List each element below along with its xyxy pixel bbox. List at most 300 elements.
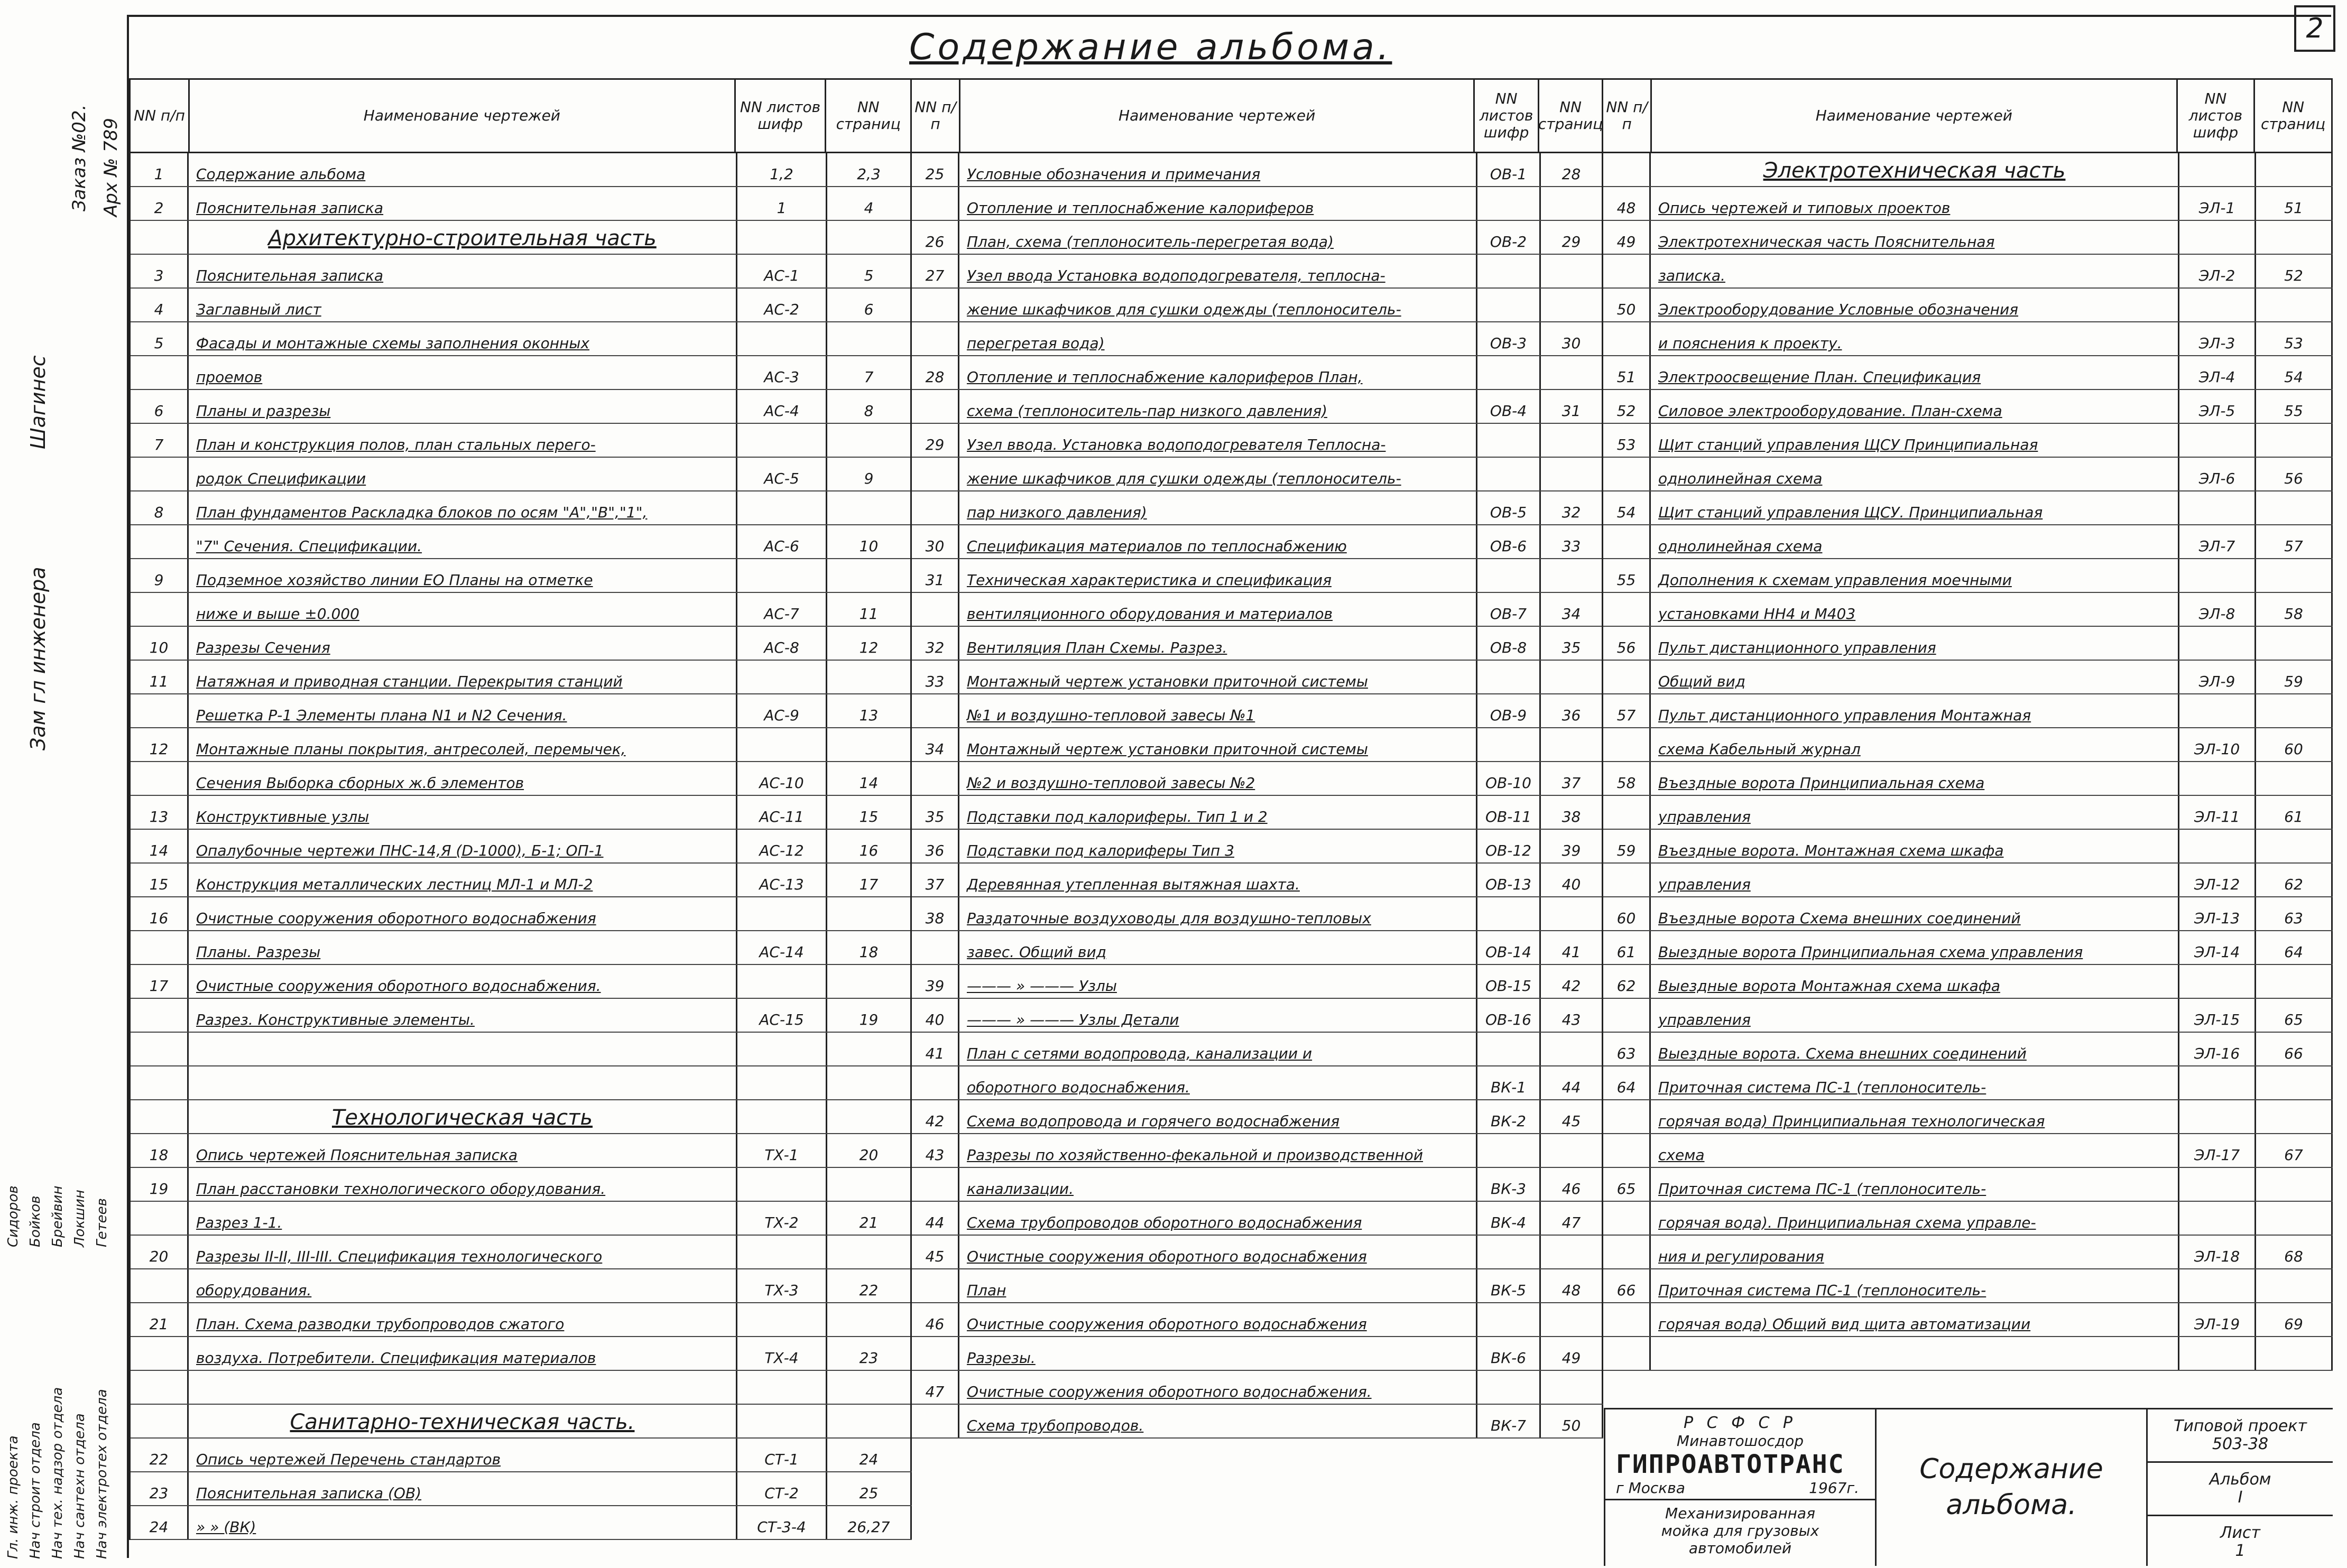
row-sheet <box>737 728 827 761</box>
stamp-role: Гл. инж. проекта <box>5 1435 21 1559</box>
row-sheet: 1 <box>737 187 827 220</box>
row-page <box>827 221 912 254</box>
row-name: Фасады и монтажные схемы заполнения оконных <box>189 322 737 355</box>
row-page <box>827 1405 912 1437</box>
row-page: 31 <box>1541 390 1603 423</box>
row-number <box>912 322 959 355</box>
row-sheet: ТХ-2 <box>737 1202 827 1235</box>
row-number <box>1603 796 1651 829</box>
row-sheet <box>737 965 827 998</box>
table-row <box>1603 830 2333 864</box>
row-number: 57 <box>1603 694 1651 727</box>
row-page: 16 <box>827 830 912 862</box>
row-page: 36 <box>1541 694 1603 727</box>
row-number: 48 <box>1603 187 1651 220</box>
row-name: План фундаментов Раскладка блоков по осям "А","В","1", <box>189 491 737 524</box>
row-name: схема (теплоноситель-пар низкого давления) <box>959 390 1477 423</box>
table-row <box>1603 728 2333 762</box>
table-row <box>1603 1337 2333 1371</box>
row-sheet: АС-6 <box>737 525 827 558</box>
row-name: Пояснительная записка <box>189 187 737 220</box>
row-page: 49 <box>1541 1337 1603 1370</box>
row-sheet <box>737 1066 827 1099</box>
table-row <box>1603 661 2333 694</box>
stamp-name: Бойков <box>27 1195 43 1247</box>
row-number: 8 <box>131 491 189 524</box>
table-row <box>1603 390 2333 424</box>
row-sheet: АС-15 <box>737 999 827 1032</box>
table-row <box>131 1236 912 1269</box>
row-number <box>912 390 959 423</box>
row-sheet <box>1477 187 1541 220</box>
row-name: проемов <box>189 356 737 389</box>
row-page <box>1541 424 1603 457</box>
table-row <box>131 187 912 221</box>
section-title: Электротехническая часть <box>1651 153 2179 186</box>
row-name: Въездные ворота. Монтажная схема шкафа <box>1651 830 2179 862</box>
row-name: Решетка Р-1 Элементы плана N1 и N2 Сечения. <box>189 694 737 727</box>
row-name: Условные обозначения и примечания <box>959 153 1477 186</box>
row-number: 64 <box>1603 1066 1651 1099</box>
project-desc-3: автомобилей <box>1688 1539 1792 1557</box>
row-number <box>912 1168 959 1201</box>
row-name: Дополнения к схемам управления моечными <box>1651 559 2179 592</box>
table-row <box>131 1371 912 1405</box>
table-row <box>131 1303 912 1337</box>
org-city: г Москва <box>1616 1479 1685 1497</box>
row-page <box>827 1236 912 1268</box>
table-row <box>912 999 1603 1033</box>
row-page: 2,3 <box>827 153 912 186</box>
row-name: Пояснительная записка <box>189 255 737 287</box>
table-row <box>131 931 912 965</box>
table-row <box>131 1337 912 1371</box>
row-page: 44 <box>1541 1066 1603 1099</box>
row-page: 68 <box>2256 1236 2333 1268</box>
row-sheet <box>737 221 827 254</box>
row-page <box>2256 491 2333 524</box>
row-page: 34 <box>1541 593 1603 626</box>
row-page: 60 <box>2256 728 2333 761</box>
row-number: 46 <box>912 1303 959 1336</box>
row-page: 37 <box>1541 762 1603 795</box>
row-page: 52 <box>2256 255 2333 287</box>
table-row <box>131 864 912 897</box>
table-row <box>912 1371 1603 1405</box>
table-row <box>131 965 912 999</box>
table-row <box>1603 1236 2333 1269</box>
typical-project-number: 503-38 <box>2212 1435 2269 1453</box>
row-page: 13 <box>827 694 912 727</box>
table-row <box>1603 289 2333 322</box>
stamp-role: Нач сантехн отдела <box>72 1413 88 1559</box>
header-page: NN страниц <box>2255 80 2333 152</box>
row-sheet: ЭЛ-10 <box>2179 728 2256 761</box>
stamp-role: Нач тех. надзор отдела <box>50 1387 66 1559</box>
row-number: 41 <box>912 1033 959 1065</box>
row-number: 42 <box>912 1100 959 1133</box>
row-name: родок Спецификации <box>189 458 737 490</box>
row-number: 17 <box>131 965 189 998</box>
row-number <box>131 1202 189 1235</box>
row-page <box>827 1168 912 1201</box>
order-number: Заказ №02. <box>69 104 90 211</box>
row-sheet: АС-3 <box>737 356 827 389</box>
row-number <box>912 1337 959 1370</box>
row-page: 59 <box>2256 661 2333 693</box>
row-sheet: ОВ-2 <box>1477 221 1541 254</box>
table-row <box>131 694 912 728</box>
row-number <box>131 931 189 964</box>
row-name: Вентиляция План Схемы. Разрез. <box>959 627 1477 660</box>
table-row <box>912 762 1603 796</box>
row-number <box>1603 661 1651 693</box>
table-row <box>131 559 912 593</box>
row-page <box>827 1100 912 1133</box>
list-cell <box>2148 1516 2333 1568</box>
drawing-name-line1: Содержание <box>1919 1453 2103 1486</box>
row-name: Узел ввода. Установка водоподогревателя Теплосна- <box>959 424 1477 457</box>
row-sheet: ТХ-3 <box>737 1269 827 1302</box>
table-row <box>1603 491 2333 525</box>
row-number <box>1603 255 1651 287</box>
table-row <box>131 255 912 289</box>
row-name: Щит станций управления ЩСУ Принципиальная <box>1651 424 2179 457</box>
table-row <box>131 356 912 390</box>
table-row <box>131 525 912 559</box>
row-page: 45 <box>1541 1100 1603 1133</box>
table-row <box>1603 1168 2333 1202</box>
row-number <box>1603 458 1651 490</box>
row-number: 66 <box>1603 1269 1651 1302</box>
table-row <box>912 897 1603 931</box>
frame-top-line <box>127 15 2331 17</box>
row-sheet: ОВ-5 <box>1477 491 1541 524</box>
table-row <box>912 796 1603 830</box>
stamp-role: Нач электротех отдела <box>94 1389 110 1559</box>
row-number: 19 <box>131 1168 189 1201</box>
stamp-name: Локшин <box>72 1190 88 1247</box>
table-row <box>912 1100 1603 1134</box>
row-number <box>131 525 189 558</box>
row-page <box>2256 1066 2333 1099</box>
row-page: 55 <box>2256 390 2333 423</box>
row-name: Электроосвещение План. Спецификация <box>1651 356 2179 389</box>
row-sheet <box>1477 1033 1541 1065</box>
row-number <box>131 694 189 727</box>
table-row <box>1603 458 2333 491</box>
row-sheet <box>2179 1168 2256 1201</box>
row-sheet: ВК-5 <box>1477 1269 1541 1302</box>
stamp-name: Брейвин <box>50 1185 66 1247</box>
contents-column-3 <box>1602 78 2333 1371</box>
row-number <box>912 1269 959 1302</box>
table-row <box>912 1134 1603 1168</box>
table-row <box>912 255 1603 289</box>
table-row <box>1603 221 2333 255</box>
row-number <box>131 1033 189 1065</box>
row-sheet: АС-7 <box>737 593 827 626</box>
row-number <box>1603 1337 1651 1370</box>
row-name: однолинейная схема <box>1651 458 2179 490</box>
row-sheet: ЭЛ-16 <box>2179 1033 2256 1065</box>
row-name: План с сетями водопровода, канализации и <box>959 1033 1477 1065</box>
row-page: 29 <box>1541 221 1603 254</box>
row-number: 2 <box>131 187 189 220</box>
table-row <box>131 1439 912 1472</box>
row-name <box>189 1066 737 1099</box>
table-row <box>1603 424 2333 458</box>
row-sheet <box>2179 762 2256 795</box>
row-number <box>912 491 959 524</box>
row-number: 14 <box>131 830 189 862</box>
row-number: 6 <box>131 390 189 423</box>
row-sheet: ОВ-7 <box>1477 593 1541 626</box>
row-number: 47 <box>912 1371 959 1404</box>
section-title: Санитарно-техническая часть. <box>189 1405 737 1437</box>
table-row <box>912 627 1603 661</box>
row-number: 26 <box>912 221 959 254</box>
row-name: Выездные ворота Монтажная схема шкафа <box>1651 965 2179 998</box>
row-number <box>912 762 959 795</box>
row-name: ——— » ——— Узлы <box>959 965 1477 998</box>
page-title: Содержание альбома. <box>909 26 1392 68</box>
row-sheet <box>2179 965 2256 998</box>
contents-column-1 <box>129 78 912 1540</box>
drawing-name-line2: альбома. <box>1946 1489 2077 1521</box>
section-row <box>131 221 912 255</box>
table-row <box>131 1066 912 1100</box>
row-sheet <box>2179 289 2256 321</box>
row-number: 65 <box>1603 1168 1651 1201</box>
row-number <box>131 221 189 254</box>
table-row <box>912 1033 1603 1066</box>
row-sheet: АС-12 <box>737 830 827 862</box>
row-name: жение шкафчиков для сушки одежды (теплоноситель- <box>959 289 1477 321</box>
row-number <box>131 593 189 626</box>
row-number: 25 <box>912 153 959 186</box>
row-page: 43 <box>1541 999 1603 1032</box>
row-sheet: ОВ-6 <box>1477 525 1541 558</box>
row-number <box>912 1405 959 1437</box>
table-row <box>1603 322 2333 356</box>
row-name: Сечения Выборка сборных ж.б элементов <box>189 762 737 795</box>
row-sheet: ЭЛ-7 <box>2179 525 2256 558</box>
table-row <box>1603 931 2333 965</box>
row-sheet <box>2179 221 2256 254</box>
section-title: Архитектурно-строительная часть <box>189 221 737 254</box>
table-row <box>131 424 912 458</box>
header-sheet: NN листов шифр <box>2178 80 2256 152</box>
table-row <box>1603 1100 2333 1134</box>
row-name: Разрезы Сечения <box>189 627 737 660</box>
row-page: 65 <box>2256 999 2333 1032</box>
table-row <box>131 491 912 525</box>
table-row <box>131 593 912 627</box>
row-page <box>2256 627 2333 660</box>
row-page <box>2256 965 2333 998</box>
row-page: 50 <box>1541 1405 1603 1437</box>
row-sheet <box>1477 458 1541 490</box>
row-number: 43 <box>912 1134 959 1167</box>
row-page <box>827 424 912 457</box>
header-page: NN страниц <box>826 80 912 152</box>
row-page <box>2256 559 2333 592</box>
row-number: 61 <box>1603 931 1651 964</box>
row-sheet: ЭЛ-5 <box>2179 390 2256 423</box>
row-name: ниже и выше ±0.000 <box>189 593 737 626</box>
row-page <box>2256 762 2333 795</box>
row-page <box>1541 187 1603 220</box>
row-name: Подставки под калориферы Тип 3 <box>959 830 1477 862</box>
row-sheet <box>1477 289 1541 321</box>
row-sheet: ОВ-15 <box>1477 965 1541 998</box>
chief-engineer-label: Зам гл инженера <box>26 567 50 750</box>
row-name: План. Схема разводки трубопроводов сжатого <box>189 1303 737 1336</box>
row-name: Схема трубопроводов оборотного водоснабжения <box>959 1202 1477 1235</box>
row-number: 20 <box>131 1236 189 1268</box>
row-number <box>912 458 959 490</box>
row-page: 30 <box>1541 322 1603 355</box>
table-row <box>131 661 912 694</box>
table-row <box>912 458 1603 491</box>
row-name: Опись чертежей Перечень стандартов <box>189 1439 737 1471</box>
row-sheet <box>2179 1066 2256 1099</box>
row-sheet: ОВ-11 <box>1477 796 1541 829</box>
row-page: 11 <box>827 593 912 626</box>
row-name: жение шкафчиков для сушки одежды (теплоноситель- <box>959 458 1477 490</box>
header-page: NN страниц <box>1539 80 1603 152</box>
row-name: Натяжная и приводная станции. Перекрытия станций <box>189 661 737 693</box>
row-sheet <box>2179 694 2256 727</box>
row-name: Очистные сооружения оборотного водоснабжения <box>189 897 737 930</box>
row-number <box>131 458 189 490</box>
row-page <box>2256 830 2333 862</box>
row-name: горячая вода) Общий вид щита автоматизации <box>1651 1303 2179 1336</box>
row-sheet: ЭЛ-14 <box>2179 931 2256 964</box>
row-number: 7 <box>131 424 189 457</box>
row-sheet: АС-2 <box>737 289 827 321</box>
stamp-name: Сидоров <box>5 1185 21 1247</box>
table-row <box>131 1269 912 1303</box>
row-sheet <box>1477 728 1541 761</box>
row-number <box>1603 593 1651 626</box>
row-sheet: ТХ-1 <box>737 1134 827 1167</box>
row-name: ния и регулирования <box>1651 1236 2179 1268</box>
row-sheet: ЭЛ-3 <box>2179 322 2256 355</box>
row-page: 6 <box>827 289 912 321</box>
org-year: 1967г. <box>1809 1479 1859 1497</box>
row-name: Конструктивные узлы <box>189 796 737 829</box>
row-name: Опись чертежей и типовых проектов <box>1651 187 2179 220</box>
row-name: Выездные ворота. Схема внешних соединений <box>1651 1033 2179 1065</box>
row-number <box>1603 1303 1651 1336</box>
table-row <box>912 593 1603 627</box>
row-number: 11 <box>131 661 189 693</box>
row-name: горячая вода). Принципиальная схема управле- <box>1651 1202 2179 1235</box>
table-row <box>131 762 912 796</box>
row-page: 51 <box>2256 187 2333 220</box>
row-sheet: ВК-3 <box>1477 1168 1541 1201</box>
title-block <box>1604 1408 2333 1566</box>
row-page: 8 <box>827 390 912 423</box>
list-label: Лист <box>2220 1523 2261 1542</box>
row-sheet <box>2179 1269 2256 1302</box>
row-page <box>2256 1202 2333 1235</box>
stamp-name: Гетеев <box>94 1198 110 1247</box>
row-number <box>1603 1202 1651 1235</box>
header-num: NN п/п <box>131 80 190 152</box>
project-desc-2: мойка для грузовых <box>1661 1522 1819 1539</box>
row-page: 53 <box>2256 322 2333 355</box>
row-name: №2 и воздушно-тепловой завесы №2 <box>959 762 1477 795</box>
row-page <box>827 965 912 998</box>
row-page <box>827 1303 912 1336</box>
table-row <box>131 322 912 356</box>
row-name: горячая вода) Принципиальная технологическая <box>1651 1100 2179 1133</box>
table-row <box>1603 897 2333 931</box>
table-row <box>1603 1066 2333 1100</box>
row-sheet: ЭЛ-13 <box>2179 897 2256 930</box>
row-sheet: ЭЛ-11 <box>2179 796 2256 829</box>
row-number <box>1603 864 1651 896</box>
row-page: 18 <box>827 931 912 964</box>
org-institute: ГИПРОАВТОТРАНС <box>1616 1450 1845 1479</box>
row-name: установками НН4 и М403 <box>1651 593 2179 626</box>
org-country: Р С Ф С Р <box>1683 1414 1797 1432</box>
row-name: Планы и разрезы <box>189 390 737 423</box>
row-name: Заглавный лист <box>189 289 737 321</box>
row-name: Опись чертежей Пояснительная записка <box>189 1134 737 1167</box>
row-sheet: ЭЛ-18 <box>2179 1236 2256 1268</box>
table-row <box>1603 187 2333 221</box>
row-page <box>1541 1303 1603 1336</box>
row-page: 56 <box>2256 458 2333 490</box>
table-row <box>1603 255 2333 289</box>
table-row <box>912 965 1603 999</box>
row-sheet <box>2179 830 2256 862</box>
table-row <box>912 559 1603 593</box>
row-sheet: ЭЛ-9 <box>2179 661 2256 693</box>
table-header <box>131 80 912 153</box>
stamp-role: Нач строит отдела <box>27 1422 43 1559</box>
row-name: управления <box>1651 796 2179 829</box>
row-sheet <box>1477 1303 1541 1336</box>
row-sheet: ЭЛ-1 <box>2179 187 2256 220</box>
row-number: 10 <box>131 627 189 660</box>
table-row <box>912 289 1603 322</box>
row-name: ——— » ——— Узлы Детали <box>959 999 1477 1032</box>
table-row <box>1603 525 2333 559</box>
table-row <box>912 356 1603 390</box>
row-name: » » (ВК) <box>189 1506 737 1539</box>
row-number <box>1603 322 1651 355</box>
row-sheet: АС-8 <box>737 627 827 660</box>
row-number: 58 <box>1603 762 1651 795</box>
row-name: схема <box>1651 1134 2179 1167</box>
row-number: 63 <box>1603 1033 1651 1065</box>
row-sheet <box>1477 424 1541 457</box>
section-row <box>131 1405 912 1439</box>
row-name: План <box>959 1269 1477 1302</box>
row-name: схема Кабельный журнал <box>1651 728 2179 761</box>
row-sheet <box>737 1405 827 1437</box>
row-page <box>1541 559 1603 592</box>
row-name: Раздаточные воздуховоды для воздушно-тепловых <box>959 897 1477 930</box>
row-sheet <box>1477 255 1541 287</box>
row-page: 64 <box>2256 931 2333 964</box>
row-number: 35 <box>912 796 959 829</box>
